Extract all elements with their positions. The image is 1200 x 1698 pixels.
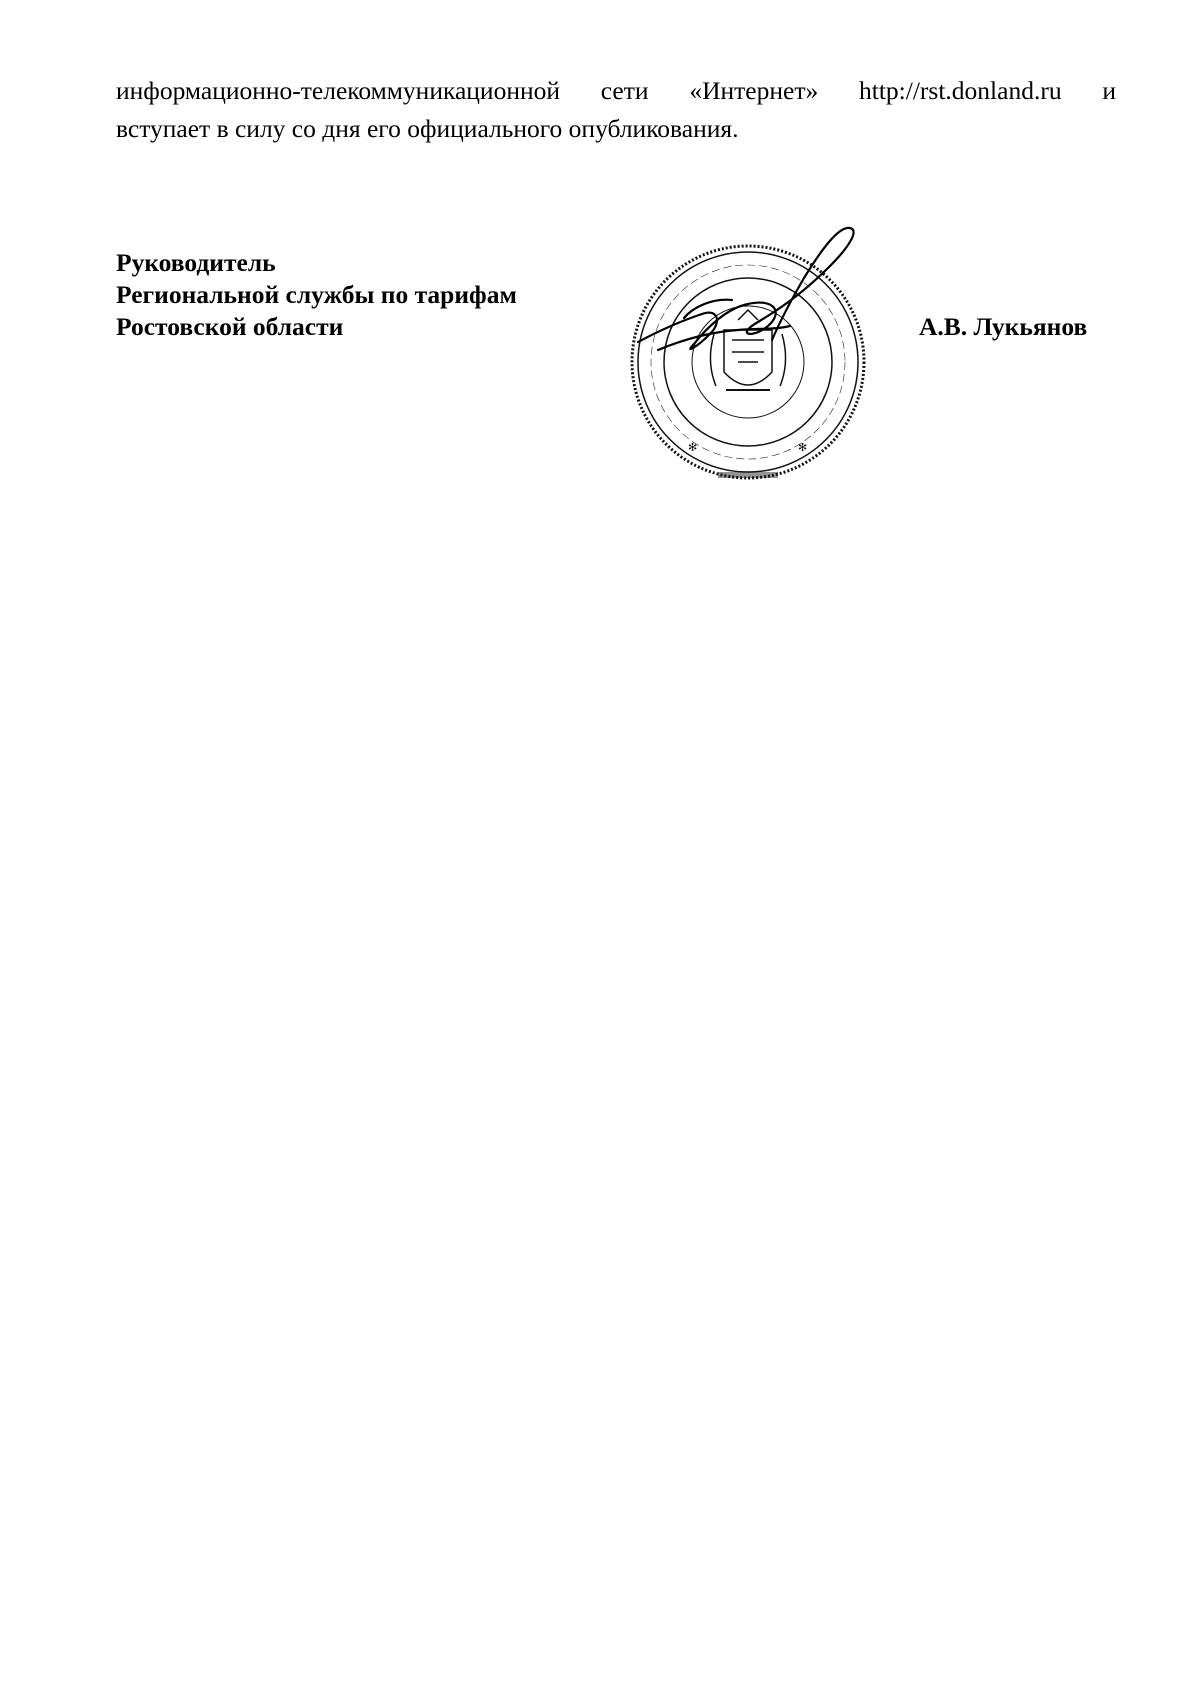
paragraph-line-2: вступает в силу со дня его официального опубликования. bbox=[116, 114, 739, 143]
position-line-1: Руководитель bbox=[116, 248, 276, 277]
paragraph-line-1: информационно-телекоммуникационной сети «Интернет» http://rst.donland.ru и bbox=[116, 76, 1116, 105]
svg-text:✻: ✻ bbox=[688, 441, 698, 454]
official-seal bbox=[598, 222, 898, 512]
position-line-2: Региональной службы по тарифам bbox=[116, 280, 517, 309]
signature-position bbox=[116, 247, 517, 343]
body-paragraph bbox=[116, 72, 1116, 148]
coat-of-arms-icon bbox=[710, 310, 785, 390]
signer-name: А.В. Лукьянов bbox=[919, 312, 1088, 341]
svg-text:✻: ✻ bbox=[798, 441, 808, 454]
position-line-3: Ростовской области bbox=[116, 312, 344, 341]
